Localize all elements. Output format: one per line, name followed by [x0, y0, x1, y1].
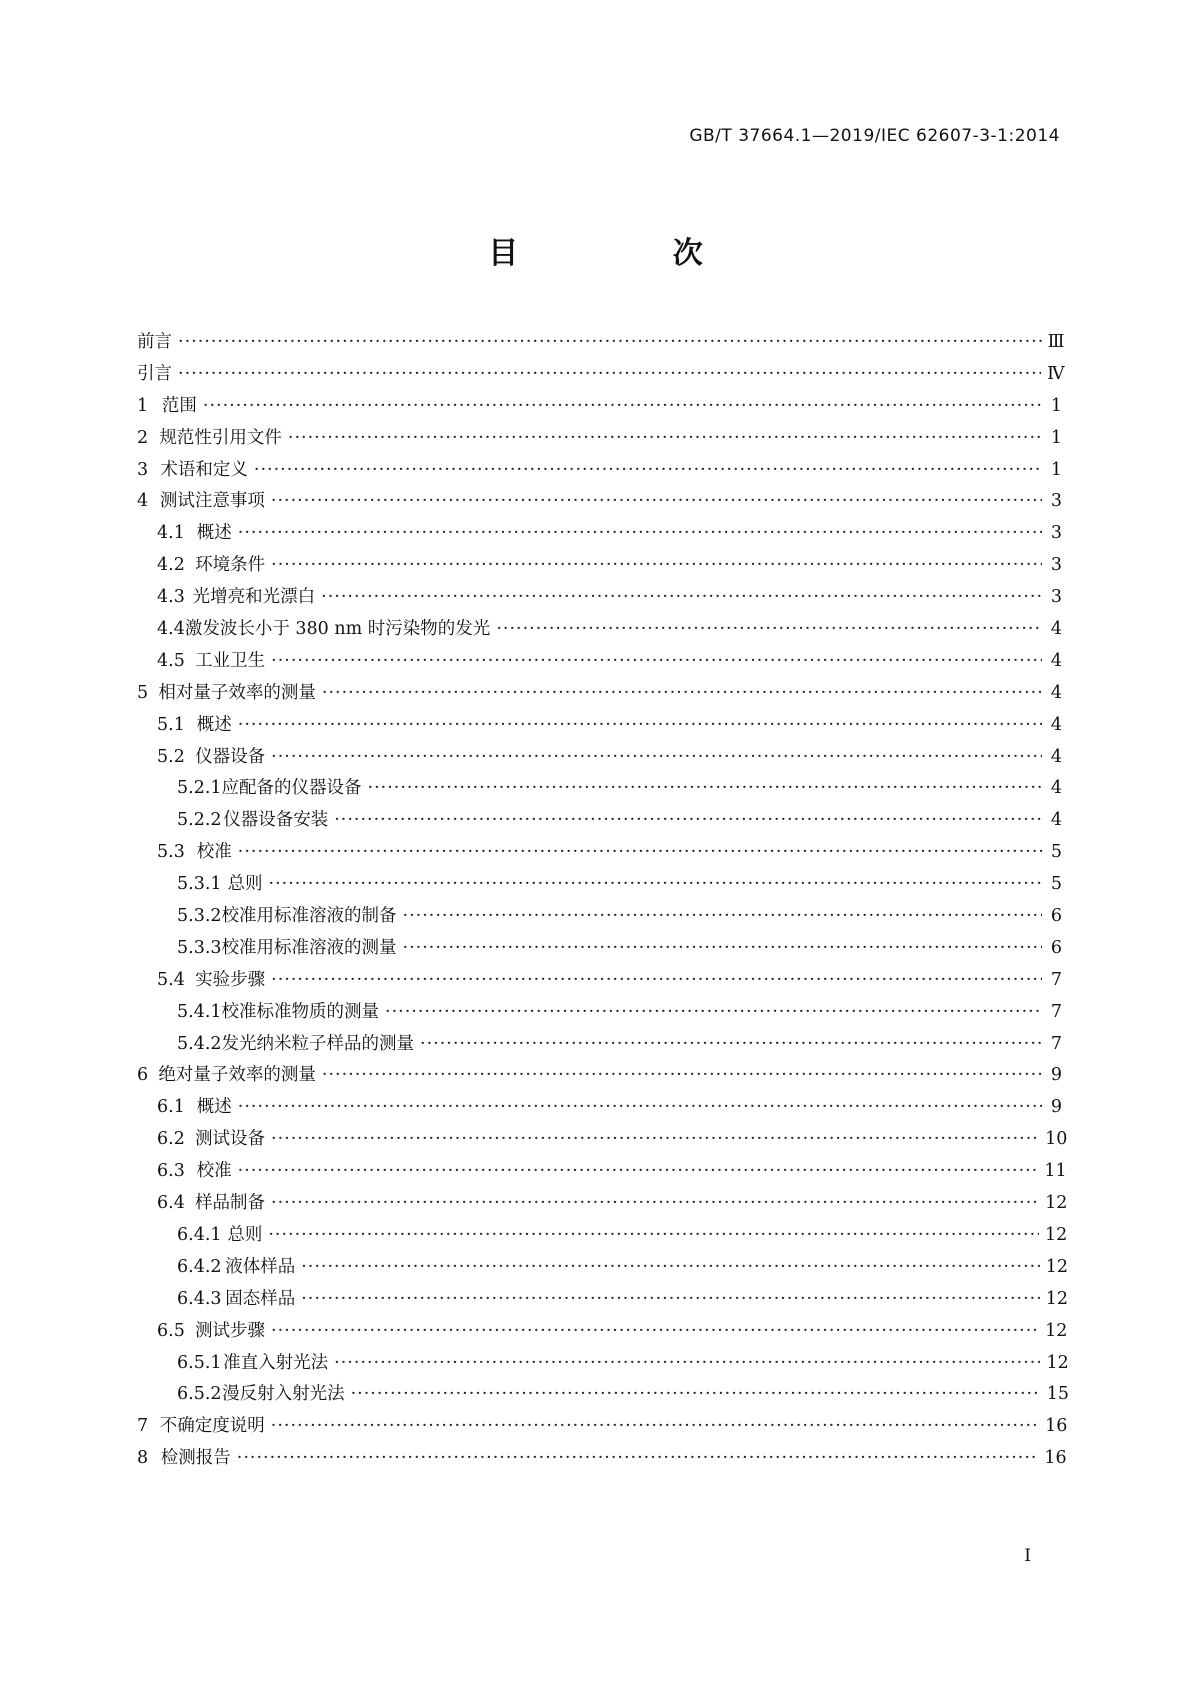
toc-entry[interactable] — [137, 1221, 1068, 1253]
toc-entry-page: 12 — [1045, 1288, 1068, 1309]
toc-leader-dots — [403, 906, 1042, 926]
toc-entry-label: 测试设备 — [195, 1129, 265, 1150]
toc-entry-page: Ⅲ — [1047, 332, 1065, 352]
toc-entry-label: 样品制备 — [195, 1193, 265, 1214]
toc-entry[interactable] — [137, 583, 1062, 615]
toc-entry-page: 10 — [1045, 1129, 1068, 1150]
toc-entry-page: 4 — [1050, 778, 1062, 799]
toc-entry-number: 5.3 — [157, 842, 185, 863]
toc-entry-page: 3 — [1050, 523, 1062, 544]
toc-entry-number: 6.2 — [157, 1129, 185, 1150]
toc-leader-dots — [301, 1257, 1040, 1277]
toc-entry-label: 光增亮和光漂白 — [192, 587, 316, 608]
toc-entry-number: 5.4.1 — [177, 1001, 222, 1022]
toc-entry-number: 6.4 — [157, 1193, 185, 1214]
toc-entry-number: 6 — [137, 1065, 149, 1086]
toc-entry-label: 校准用标准溶液的测量 — [221, 937, 397, 958]
toc-entry-number: 5.2 — [157, 746, 185, 767]
toc-entry[interactable] — [137, 1093, 1062, 1125]
toc-entry-number: 4.1 — [157, 523, 185, 544]
toc-entry-label: 不确定度说明 — [159, 1416, 265, 1437]
toc-leader-dots — [288, 428, 1042, 448]
toc-entry-page: 7 — [1050, 1033, 1062, 1054]
toc-entry-number: 5.2.1 — [177, 778, 222, 799]
toc-entry-label: 概述 — [196, 523, 232, 544]
toc-entry-number: 5.3.1 — [177, 874, 222, 895]
toc-entry-label: 应配备的仪器设备 — [221, 778, 362, 799]
toc-entry-number: 2 — [137, 427, 149, 448]
toc-leader-dots — [268, 1225, 1039, 1245]
toc-entry-page: 9 — [1050, 1097, 1062, 1118]
toc-entry-page: 4 — [1050, 682, 1062, 703]
toc-entry-label: 漫反射入射光法 — [222, 1384, 345, 1405]
toc-entry-page: 5 — [1050, 842, 1062, 863]
toc-entry-page: 15 — [1046, 1384, 1070, 1405]
toc-entry[interactable] — [137, 902, 1062, 934]
toc-leader-dots — [496, 619, 1042, 639]
toc-entry-label: 固态样品 — [225, 1288, 296, 1309]
toc-entry-label: 术语和定义 — [160, 459, 248, 480]
toc-leader-dots — [271, 1321, 1039, 1341]
toc-entry-number: 4.3 — [157, 587, 185, 608]
toc-entry[interactable] — [137, 1285, 1068, 1317]
toc-entry[interactable] — [137, 998, 1062, 1030]
toc-entry-number: 1 — [137, 395, 149, 416]
toc-entry-page: 5 — [1050, 874, 1062, 895]
toc-leader-dots — [322, 683, 1042, 703]
toc-entry-page: Ⅳ — [1047, 363, 1065, 384]
toc-entry-label: 总则 — [227, 874, 263, 895]
toc-entry-label: 准直入射光法 — [223, 1352, 329, 1373]
toc-entry-number: 8 — [137, 1448, 149, 1469]
toc-entry-page: 12 — [1045, 1193, 1068, 1214]
toc-entry-number: 5.4.2 — [177, 1033, 222, 1054]
toc-leader-dots — [254, 460, 1042, 480]
toc-entry[interactable] — [137, 838, 1062, 870]
toc-entry-page: 1 — [1050, 395, 1062, 416]
toc-entry-number: 5.3.2 — [177, 906, 222, 927]
toc-leader-dots — [420, 1034, 1042, 1054]
toc-entry-label: 范围 — [161, 395, 197, 416]
toc-entry[interactable] — [137, 806, 1062, 838]
toc-entry[interactable] — [137, 1125, 1068, 1157]
toc-entry-number: 6.1 — [157, 1097, 185, 1118]
toc-entry-number: 5.4 — [157, 969, 185, 990]
toc-entry-page: 4 — [1050, 714, 1062, 735]
toc-entry[interactable] — [137, 1349, 1069, 1381]
toc-entry[interactable] — [137, 870, 1062, 902]
page-title: 目 次 — [488, 236, 751, 271]
toc-entry-number: 4.2 — [157, 555, 185, 576]
toc-entry-label: 校准标准物质的测量 — [221, 1001, 380, 1022]
toc-leader-dots — [271, 1416, 1039, 1436]
toc-entry[interactable] — [137, 1253, 1068, 1285]
toc-leader-dots — [321, 587, 1042, 607]
toc-entry[interactable] — [137, 328, 1065, 360]
toc-entry-page: 1 — [1050, 427, 1062, 448]
toc-entry-page: 7 — [1050, 969, 1062, 990]
toc-leader-dots — [238, 715, 1042, 735]
toc-leader-dots — [301, 1289, 1040, 1309]
toc-entry[interactable] — [137, 519, 1062, 551]
toc-entry-number: 4 — [137, 491, 149, 512]
toc-entry-page: 4 — [1050, 810, 1062, 831]
toc-entry-label: 测试步骤 — [195, 1320, 265, 1341]
toc-entry-number: 6.5.1 — [177, 1352, 222, 1373]
toc-entry[interactable] — [137, 1189, 1068, 1221]
toc-leader-dots — [403, 938, 1042, 958]
toc-entry-page: 16 — [1044, 1448, 1067, 1469]
toc-entry-page: 3 — [1050, 555, 1062, 576]
toc-entry-label: 概述 — [196, 714, 232, 735]
toc-entry-number: 6.5.2 — [177, 1384, 222, 1405]
toc-entry-number: 6.4.2 — [177, 1256, 222, 1277]
toc-entry[interactable] — [137, 392, 1062, 424]
toc-entry[interactable] — [137, 1317, 1068, 1349]
toc-entry-page: 7 — [1050, 1001, 1062, 1022]
toc-entry-label: 发光纳米粒子样品的测量 — [221, 1033, 415, 1054]
toc-entry-number: 6.4.3 — [177, 1288, 222, 1309]
toc-entry-number: 5.2.2 — [177, 810, 222, 831]
toc-entry-label: 测试注意事项 — [159, 491, 265, 512]
toc-leader-dots — [238, 523, 1042, 543]
toc-leader-dots — [178, 364, 1041, 384]
toc-leader-dots — [238, 1161, 1039, 1181]
toc-entry-label: 实验步骤 — [195, 969, 266, 990]
toc-entry[interactable] — [137, 934, 1062, 966]
toc-leader-dots — [237, 1448, 1039, 1468]
toc-entry-label: 总则 — [227, 1224, 263, 1245]
toc-entry-label: 校准用标准溶液的制备 — [221, 906, 397, 927]
toc-entry-page: 9 — [1050, 1065, 1062, 1086]
toc-entry-label: 校准 — [196, 1161, 232, 1182]
toc-entry-page: 4 — [1050, 650, 1062, 671]
toc-entry-label: 前言 — [137, 332, 172, 352]
toc-entry-number: 6.4.1 — [177, 1224, 222, 1245]
toc-entry[interactable] — [137, 711, 1062, 743]
toc-leader-dots — [203, 396, 1042, 416]
toc-entry[interactable] — [137, 424, 1062, 456]
toc-entry-label: 激发波长小于 380 nm 时污染物的发光 — [184, 619, 491, 640]
toc-entry-label: 环境条件 — [195, 555, 266, 576]
toc-entry-label: 仪器设备 — [195, 746, 266, 767]
toc-leader-dots — [271, 747, 1042, 767]
toc-entry-page: 4 — [1050, 619, 1062, 640]
toc-entry[interactable] — [137, 647, 1062, 679]
toc-leader-dots — [271, 651, 1042, 671]
toc-leader-dots — [271, 491, 1042, 511]
toc-leader-dots — [269, 874, 1042, 894]
toc-entry-label: 相对量子效率的测量 — [158, 682, 316, 703]
toc-entry[interactable] — [137, 1380, 1070, 1412]
toc-leader-dots — [178, 332, 1042, 352]
toc-entry-page: 3 — [1050, 491, 1062, 512]
toc-entry-label: 概述 — [196, 1097, 232, 1118]
toc-entry[interactable] — [137, 1030, 1062, 1062]
toc-entry-page: 6 — [1050, 906, 1062, 927]
toc-entry-number: 5.3.3 — [177, 937, 222, 958]
toc-entry[interactable] — [137, 743, 1062, 775]
toc-leader-dots — [334, 1353, 1040, 1373]
toc-leader-dots — [385, 1002, 1042, 1022]
toc-entry-number: 6.3 — [157, 1161, 185, 1182]
toc-entry[interactable] — [137, 1061, 1062, 1093]
toc-leader-dots — [271, 970, 1042, 990]
toc-entry-label: 检测报告 — [160, 1448, 231, 1469]
toc-entry-page: 12 — [1045, 1256, 1068, 1277]
toc-entry-label: 引言 — [137, 363, 172, 384]
toc-entry[interactable] — [137, 615, 1062, 647]
toc-leader-dots — [238, 842, 1042, 862]
toc-entry-page: 16 — [1045, 1416, 1068, 1437]
toc-entry-page: 11 — [1044, 1161, 1067, 1182]
toc-entry[interactable] — [137, 360, 1065, 392]
toc-entry-number: 4.5 — [157, 650, 185, 671]
toc-entry-label: 绝对量子效率的测量 — [158, 1065, 316, 1086]
toc-entry-number: 6.5 — [157, 1320, 185, 1341]
toc-leader-dots — [271, 1193, 1039, 1213]
toc-leader-dots — [334, 810, 1042, 830]
toc-leader-dots — [351, 1384, 1041, 1404]
toc-entry-page: 1 — [1050, 459, 1062, 480]
toc-entry-number: 3 — [137, 459, 149, 480]
toc-entry-label: 工业卫生 — [195, 650, 266, 671]
standard-code: GB/T 37664.1—2019/IEC 62607-3-1:2014 — [689, 126, 1060, 146]
toc-entry[interactable] — [137, 487, 1062, 519]
toc-entry-page: 3 — [1050, 587, 1062, 608]
toc-leader-dots — [322, 1065, 1042, 1085]
toc-entry-page: 12 — [1045, 1224, 1068, 1245]
toc-entry[interactable] — [137, 456, 1062, 488]
toc-entry[interactable] — [137, 774, 1062, 806]
toc-entry[interactable] — [137, 1412, 1068, 1444]
toc-entry-page: 12 — [1046, 1352, 1069, 1373]
toc-leader-dots — [368, 778, 1042, 798]
toc-entry-label: 规范性引用文件 — [159, 427, 282, 448]
toc-leader-dots — [271, 555, 1042, 575]
toc-entry-page: 12 — [1045, 1320, 1068, 1341]
toc-entry[interactable] — [137, 1444, 1067, 1476]
toc-entry-number: 5 — [137, 682, 149, 703]
toc-entry-label: 仪器设备安装 — [223, 810, 329, 831]
toc-entry-label: 液体样品 — [225, 1256, 296, 1277]
toc-entry-number: 7 — [137, 1416, 149, 1437]
toc-entry[interactable] — [137, 679, 1062, 711]
toc-leader-dots — [271, 1129, 1039, 1149]
table-of-contents — [137, 328, 1070, 1476]
toc-entry[interactable] — [137, 966, 1062, 998]
toc-entry-number: 5.1 — [157, 714, 185, 735]
toc-leader-dots — [238, 1097, 1042, 1117]
toc-entry[interactable] — [137, 1157, 1067, 1189]
toc-entry-page: 4 — [1050, 746, 1062, 767]
toc-entry-label: 校准 — [196, 842, 232, 863]
toc-entry-page: 6 — [1050, 937, 1062, 958]
toc-entry-number: 4.4 — [157, 619, 185, 640]
toc-entry[interactable] — [137, 551, 1062, 583]
page-number: I — [1024, 1546, 1031, 1566]
